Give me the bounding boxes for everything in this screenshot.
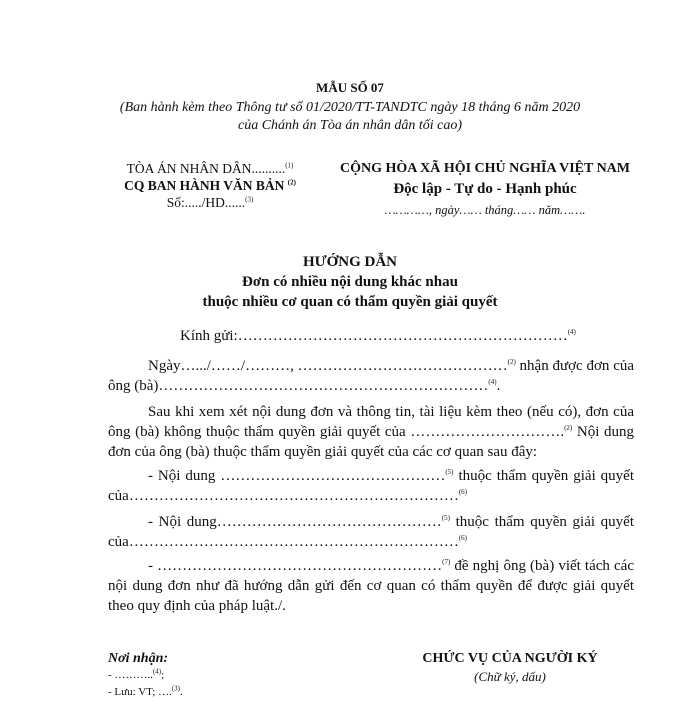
- title-line-3: thuộc nhiều cơ quan có thẩm quyền giải quyết: [202, 294, 498, 310]
- recipients-block: [108, 650, 183, 701]
- form-number: MẪU SỐ 07: [316, 80, 384, 95]
- issued-note: [0, 99, 700, 135]
- national-header: [330, 158, 640, 221]
- issued-line-1: (Ban hành kèm theo Thông tư số 01/2020/TT-TANDTC ngày 18 tháng 6 năm 2020: [119, 100, 581, 115]
- signer-subtitle: (Chữ ký, dấu): [474, 669, 546, 684]
- document-number: Số:...../HD......$^{(3)}$: [166, 195, 254, 210]
- content-item-2: - Nội dung………………………………………$^{(5)}$ thuộc thẩm quyền giải quyết của…………………………………………………………$^{(6)}$: [108, 514, 634, 550]
- paragraph-received: Ngày….../……/………, ……………………………………$^{(2)}$ nhận được đơn của ông (bà)…………………………………………………………$^{(4)}$.: [108, 358, 635, 394]
- recipients-title: Nơi nhận:: [108, 651, 169, 666]
- paragraph-review: Sau khi xem xét nội dung đơn và thông tin, tài liệu kèm theo (nếu có), đơn của ông (bà) không thuộc thẩm quyền giải quyết của ………………………….$^{(2)}$ Nội dung đơn của ông (bà) thuộc thẩm quyền giải quyết của các cơ quan sau đây:: [108, 404, 635, 460]
- issuing-agency: CQ BAN HÀNH VĂN BẢN $^{(2)}$: [124, 178, 296, 193]
- place-date: …………, ngày…… tháng…… năm…….: [384, 203, 586, 217]
- document-title: [0, 252, 700, 312]
- national-motto: Độc lập - Tự do - Hạnh phúc: [393, 181, 577, 197]
- recipient-item-2: - Lưu: VT; ….$^{(3)}$.: [108, 684, 183, 698]
- signature-block: [380, 650, 640, 686]
- court-name: TÒA ÁN NHÂN DÂN..........$^{(1)}$: [126, 161, 294, 176]
- title-line-2: Đơn có nhiều nội dung khác nhau: [242, 274, 458, 290]
- recipient-line: Kính gửi:…………………………………………………………$^{(4)}$: [180, 328, 576, 344]
- content-item-3: - …………………………………………………$^{(7)}$ đề nghị ông (bà) viết tách các nội dung đơn như đã hướng dẫn gửi đến cơ quan có thẩm quyền để được giải quyết theo quy định của pháp luật./.: [108, 558, 634, 614]
- content-item-1: - Nội dung ………………………………………$^{(5)}$ thuộc thẩm quyền giải quyết của…………………………………………………………$^{(6)}$: [108, 468, 635, 504]
- issuing-agency-block: [100, 160, 320, 211]
- nation-name: CỘNG HÒA XÃ HỘI CHỦ NGHĨA VIỆT NAM: [339, 161, 630, 176]
- recipient-item-1: - ………..$^{(4)}$;: [108, 667, 165, 681]
- signer-title: CHỨC VỤ CỦA NGƯỜI KÝ: [422, 651, 598, 666]
- title-main: HƯỚNG DẪN: [302, 254, 398, 270]
- issued-line-2: của Chánh án Tòa án nhân dân tối cao): [238, 118, 462, 133]
